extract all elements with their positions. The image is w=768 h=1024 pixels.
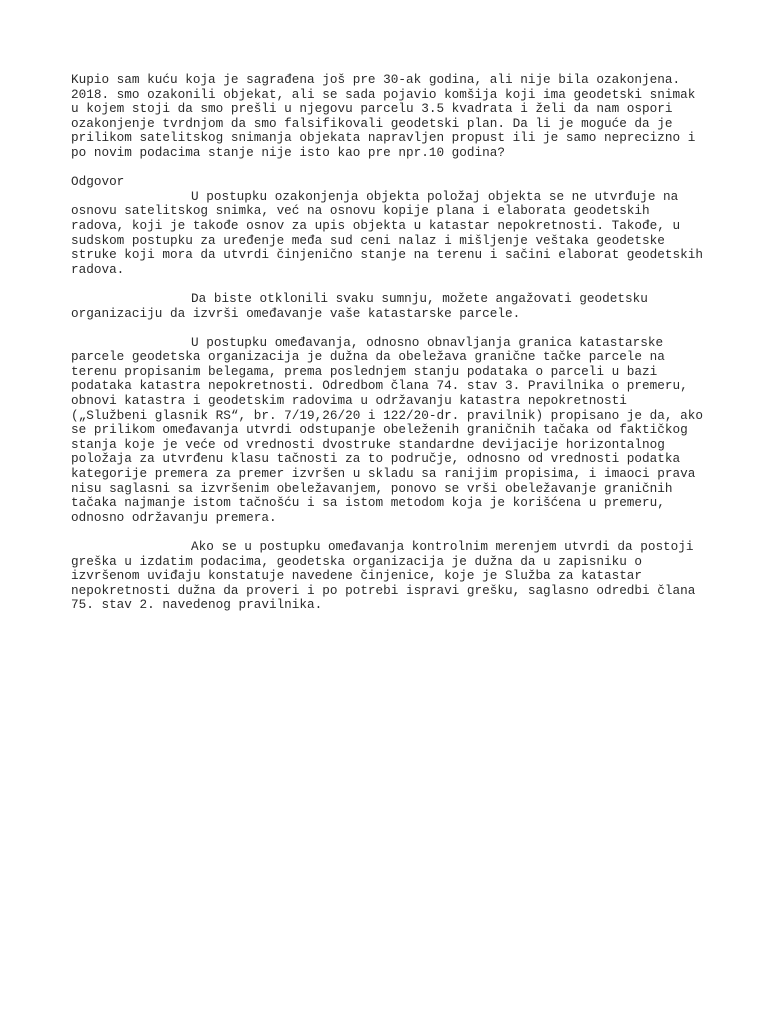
text-line: kategorije premera za premer izvršen u skladu sa ranijim propisima, i imaoci prava (71, 466, 696, 482)
text-line (71, 190, 761, 205)
paragraph-gap (71, 321, 761, 336)
paragraph-gap (71, 277, 761, 292)
text-line: stanja koje je veće od vrednosti dvostruke standardne devijacije horizontalnog (71, 436, 665, 452)
text-line (71, 540, 761, 555)
text-line: tačaka najmanje istom tačnošću i sa istom metodom koja je korišćena u premeru, (71, 495, 665, 511)
text-line: terenu propisanim belegama, prema poslednjem stanju podataka o parceli u bazi (71, 363, 658, 379)
question-paragraph (71, 73, 761, 161)
text-line: radova, koji je takođe osnov za upis objekta u katastar nepokretnosti. Takođe, u (71, 217, 681, 233)
text-line: radova. (71, 261, 125, 277)
text-line: prilikom satelitskog snimanja objekata napravljen propust ili je samo neprecizno i (71, 130, 696, 146)
answer-heading: Odgovor (71, 174, 125, 190)
text-line: po novim podacima stanje nije isto kao pre npr.10 godina? (71, 144, 505, 160)
answer-paragraph-1 (71, 190, 761, 278)
text-line: podataka katastra nepokretnosti. Odredbom člana 74. stav 3. Pravilnika o premeru, (71, 378, 688, 394)
text-line: nepokretnosti dužna da proveri i po potrebi ispravi grešku, saglasno odredbi člana (71, 582, 696, 598)
paragraph-gap (71, 525, 761, 540)
text-line-content: U postupku omeđavanja, odnosno obnavljanja granica katastarske (191, 334, 664, 350)
text-line: struke koji mora da utvrdi činjenično stanje na terenu i sačini elaborat geodetskih (71, 247, 703, 263)
paragraph-gap (71, 161, 761, 176)
text-line: se prilikom omeđavanja utvrdi odstupanje obeleženih graničnih tačaka od faktičkog (71, 422, 688, 438)
text-line: parcele geodetska organizacija je dužna da obeležava granične tačke parcele na (71, 349, 665, 365)
text-line: ozakonjenje tvrdnjom da smo falsifikovali geodetski plan. Da li je moguće da je (71, 115, 673, 131)
text-line: obnovi katastra i geodetskim radovima u održavanju katastra nepokretnosti (71, 393, 627, 409)
answer-paragraph-4 (71, 540, 761, 613)
text-line: sudskom postupku za uređenje međa sud ceni nalaz i mišljenje veštaka geodetske (71, 232, 665, 248)
answer-paragraph-2 (71, 292, 761, 321)
text-line: organizaciju da izvrši omeđavanje vaše katastarske parcele. (71, 305, 521, 321)
text-line: položaja za utvrđenu klasu tačnosti za to područje, odnosno od vrednosti podatka (71, 451, 681, 467)
text-line: osnovu satelitskog snimka, već na osnovu kopije plana i elaborata geodetskih (71, 203, 650, 219)
answer-paragraph-3 (71, 336, 761, 526)
document-body (71, 73, 761, 613)
text-line: greška u izdatim podacima, geodetska organizacija je dužna da u zapisniku o (71, 553, 643, 569)
text-line: u kojem stoji da smo prešli u njegovu parcelu 3.5 kvadrata i želi da nam ospori (71, 101, 673, 117)
text-line: izvršenom uviđaju konstatuje navedene činjenice, koje je Služba za katastar (71, 568, 643, 584)
text-line: 75. stav 2. navedenog pravilnika. (71, 597, 323, 613)
text-line: odnosno održavanju premera. (71, 509, 277, 525)
text-line-content: U postupku ozakonjenja objekta položaj objekta se ne utvrđuje na (191, 188, 679, 204)
text-line: Kupio sam kuću koja je sagrađena još pre 30-ak godina, ali nije bila ozakonjena. (71, 72, 681, 87)
text-line-content: Ako se u postupku omeđavanja kontrolnim merenjem utvrdi da postoji (191, 539, 694, 554)
text-line (71, 292, 761, 307)
text-line: nisu saglasni sa izvršenim obeležavanjem, ponovo se vrši obeležavanje graničnih (71, 480, 673, 496)
text-line (71, 336, 761, 351)
text-line-content: Da biste otklonili svaku sumnju, možete angažovati geodetsku (191, 290, 648, 306)
text-line: („Službeni glasnik RS“, br. 7/19,26/20 i 122/20-dr. pravilnik) propisano je da, ako (71, 407, 703, 423)
text-line: 2018. smo ozakonili objekat, ali se sada pojavio komšija koji ima geodetski snimak (71, 86, 696, 102)
